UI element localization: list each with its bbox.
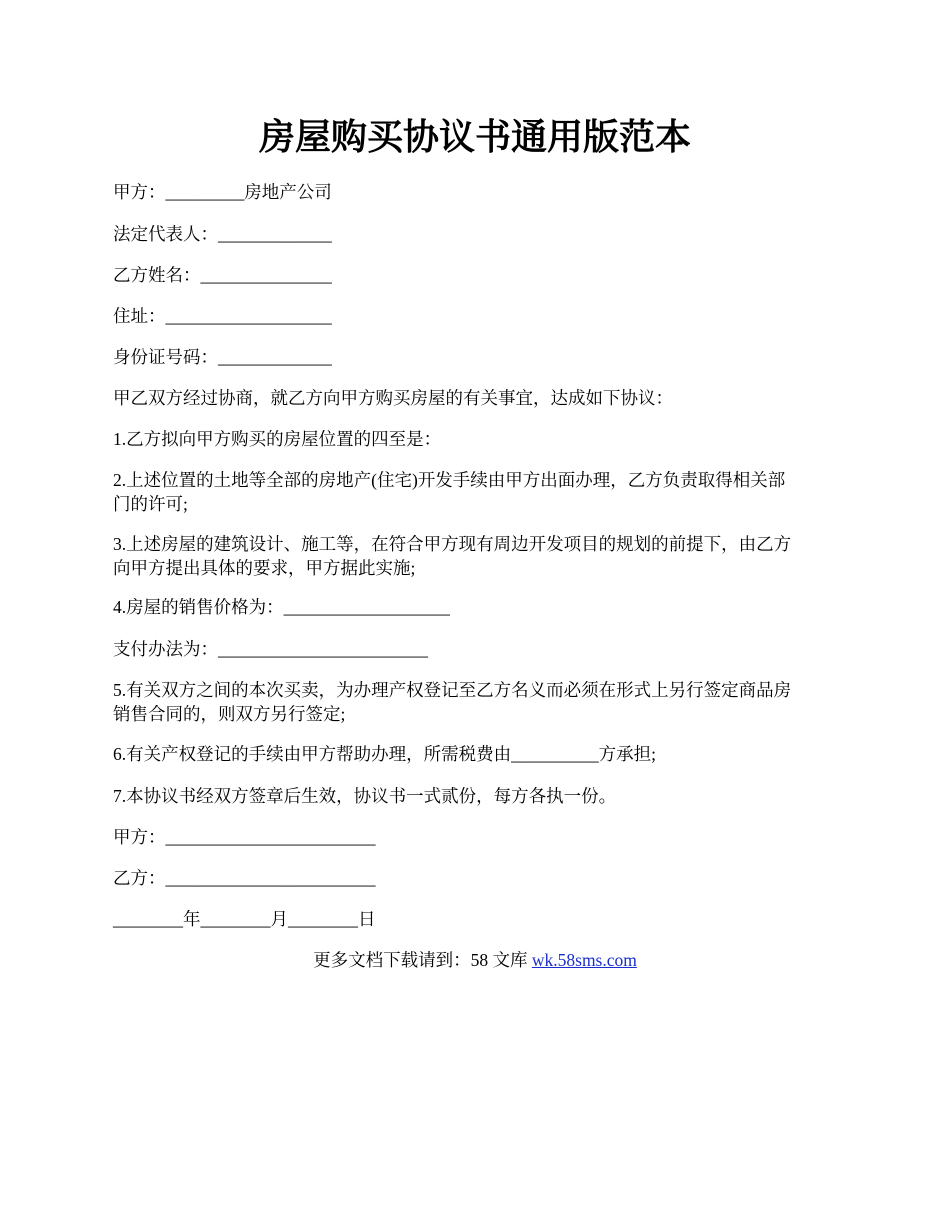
document-title: 房屋购买协议书通用版范本 [258,117,691,157]
date-line: ________年________月________日 [113,909,376,929]
footer-text: 更多文档下载请到：58 文库 [313,950,532,970]
clause-3-line-2: 向甲方提出具体的要求，甲方据此实施; [113,558,416,578]
clause-1: 1.乙方拟向甲方购买的房屋位置的四至是： [113,429,442,449]
footer [0,948,950,972]
signature-party-b: 乙方：________________________ [113,868,376,888]
id-number-line: 身份证号码：_____________ [113,347,332,367]
clause-6: 6.有关产权登记的手续由甲方帮助办理，所需税费由__________方承担; [113,744,656,764]
clause-4: 4.房屋的销售价格为：___________________ [113,597,450,617]
intro-paragraph: 甲乙双方经过协商，就乙方向甲方购买房屋的有关事宜，达成如下协议： [113,388,673,408]
footer-link[interactable]: wk.58sms.com [531,950,637,970]
clause-3-line-1: 3.上述房屋的建筑设计、施工等，在符合甲方现有周边开发项目的规划的前提下，由乙方 [113,534,792,554]
clause-2-line-2: 门的许可; [113,494,188,514]
clause-2-line-1: 2.上述位置的土地等全部的房地产(住宅)开发手续由甲方出面办理，乙方负责取得相关部 [113,470,786,490]
clause-7: 7.本协议书经双方签章后生效，协议书一式贰份，每方各执一份。 [113,786,617,806]
clause-5-line-1: 5.有关双方之间的本次买卖，为办理产权登记至乙方名义而必须在形式上另行签定商品房 [113,680,792,700]
party-a-line: 甲方：_________房地产公司 [113,182,332,202]
clause-5-line-2: 销售合同的，则双方另行签定; [113,704,346,724]
legal-rep-line: 法定代表人：_____________ [113,224,332,244]
signature-party-a: 甲方：________________________ [113,827,376,847]
party-b-name-line: 乙方姓名：_______________ [113,265,332,285]
payment-method-line: 支付办法为：________________________ [113,639,428,659]
address-line: 住址：___________________ [113,306,332,326]
